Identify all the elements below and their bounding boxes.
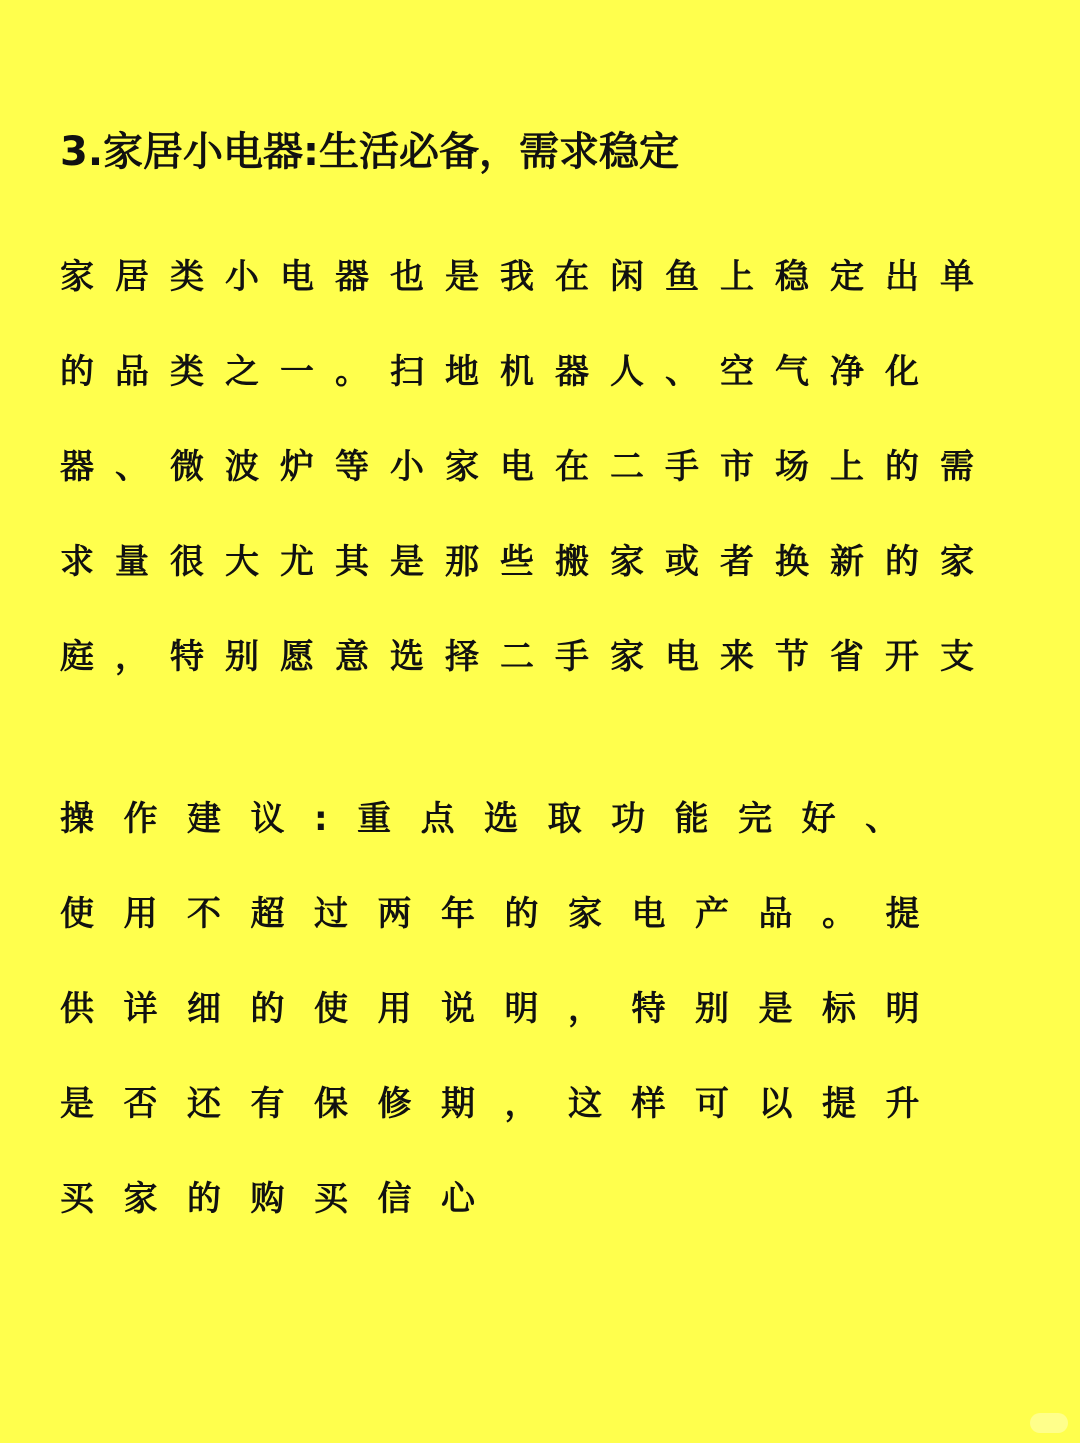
paragraph-1-line-4: 求量很大尤其是那些搬家或者换新的家 bbox=[60, 542, 995, 582]
corner-watermark bbox=[1030, 1413, 1068, 1433]
paragraph-1-line-5: 庭，特别愿意选择二手家电来节省开支 bbox=[60, 637, 995, 677]
paragraph-2-line-1: 操作建议:重点选取功能完好、 bbox=[60, 799, 929, 839]
paragraph-1-line-1: 家居类小电器也是我在闲鱼上稳定出单 bbox=[60, 257, 995, 297]
paragraph-1-line-2: 的品类之一。扫地机器人、空气净化 bbox=[60, 352, 940, 392]
paragraph-2-line-2: 使用不超过两年的家电产品。提 bbox=[60, 894, 949, 934]
paragraph-2-line-3: 供详细的使用说明，特别是标明 bbox=[60, 989, 949, 1029]
section-heading: 3.家居小电器:生活必备，需求稳定 bbox=[60, 129, 680, 175]
paragraph-1-line-3: 器、微波炉等小家电在二手市场上的需 bbox=[60, 447, 995, 487]
paragraph-2-line-4: 是否还有保修期，这样可以提升 bbox=[60, 1084, 949, 1124]
paragraph-2-line-5: 买家的购买信心 bbox=[60, 1179, 505, 1219]
